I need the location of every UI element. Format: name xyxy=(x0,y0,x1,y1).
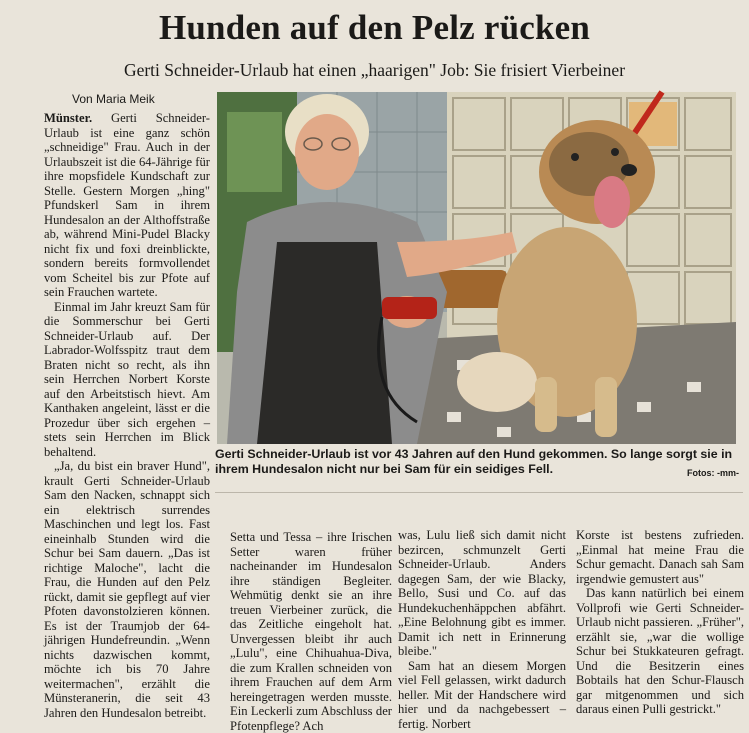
byline: Von Maria Meik xyxy=(72,92,155,106)
paragraph: Setta und Tessa – ihre Irischen Setter waren früher nacheinander im Hundesalon ihre ständigen Begleiter. Wehmütig denkt sie an ihre treuen Vierbeiner zurück, die das Zeitliche eingeholt hat. Unvergessen bleibt ihr auch „Lulu", eine Chihuahua-Diva, die zum Krallen schneiden von ihrem Frauchen auf dem Arm hereingetragen werden musste. Ein Leckerli zum Abschluss der Pfotenpflege? Ach xyxy=(230,530,392,733)
article-column-2 xyxy=(230,530,392,733)
photo-credit: Fotos: -mm- xyxy=(687,468,739,478)
divider xyxy=(215,492,743,493)
photo-caption: Gerti Schneider-Urlaub ist vor 43 Jahren auf den Hund gekommen. So lange sorgt sie in ihrem Hundesalon nicht nur bei Sam für ein seidiges Fell. xyxy=(215,447,733,476)
paragraph: Korste ist bestens zufrieden. „Einmal hat meine Frau die Schur gemacht. Danach sah Sam irgendwie gemustert aus" xyxy=(576,528,744,586)
paragraph: „Ja, du bist ein braver Hund", krault Gerti Schneider-Urlaub Sam den Nacken, schnappt sich ein elektrisch surrendes Maschinchen und legt los. Fast eineinhalb Stunden wird die Schur bei Sam dauern. „Das ist richtige Maloche", lacht die Frau, die Hunden auf den Pelz rückt, damit sie gepflegt auf vier Pfoten davonstolzieren können. Es ist der Traumjob der 64-jährigen Hundefreundin. „Wenn nichts dazwischen kommt, möchte ich bis 70 Jahre weitermachen", erzählt die Münsteranerin, die seit 43 Jahren den Hundesalon betreibt. xyxy=(44,459,210,720)
paragraph: Das kann natürlich bei einem Vollprofi wie Gerti Schneider-Urlaub nicht passieren. „Früher", erzählt sie, „war die wollige Schur bei Stukkateuren gefragt. Und die Besitzerin eines Bobtails hat den Schur-Flausch gar mitgenommen und sich daraus einen Pulli gestrickt." xyxy=(576,586,744,716)
article-column-1 xyxy=(44,111,210,720)
paragraph: Münster. Gerti Schneider-Urlaub ist eine ganz schön „schneidige" Frau. Auch in der Urlaubszeit ist die 64-Jährige für ihre mopsfidele Kundschaft zur Stelle. Gestern Morgen „hing" Pfundskerl Sam in ihrem Hundesalon an der Althoffstraße ab, während Mini-Pudel Blacky nicht fix und foxi dreinblickte, sondern bereits formvollendet vom Scheitel bis zur Pfote auf sein Frauchen wartete. xyxy=(44,111,210,299)
paragraph: Einmal im Jahr kreuzt Sam für die Sommerschur bei Gerti Schneider-Urlaub auf. Der Labrador-Wolfsspitz traut dem Braten nicht so recht, als ihn sein Herrchen Norbert Korste auf den Arbeitstisch hievt. Am Kanthaken angeleint, lässt er die Prozedur über sich ergehen – stets sein Herrchen im Blick behaltend. xyxy=(44,299,210,459)
paragraph: Sam hat an diesem Morgen viel Fell gelassen, wirkt dadurch heller. Mit der Handschere wird hier und da nachgebessert – fertig. Norbert xyxy=(398,658,566,731)
subheadline: Gerti Schneider-Urlaub hat einen „haarigen" Job: Sie frisiert Vierbeiner xyxy=(123,60,626,80)
article-photo xyxy=(217,92,736,444)
dateline: Münster. xyxy=(44,111,93,125)
article-column-4 xyxy=(576,528,744,716)
article-column-3 xyxy=(398,528,566,731)
photo-groomer-and-dog xyxy=(217,92,736,444)
paragraph: was, Lulu ließ sich damit nicht bezircen, schmunzelt Gerti Schneider-Urlaub. Anders dagegen Sam, der wie Blacky, Bello, Susi und Co. auf das Hundekuchenhäppchen abfährt. „Eine Belohnung gibt es immer. Damit ich nett in Erinnerung bleibe." xyxy=(398,528,566,658)
headline: Hunden auf den Pelz rücken xyxy=(158,8,591,47)
